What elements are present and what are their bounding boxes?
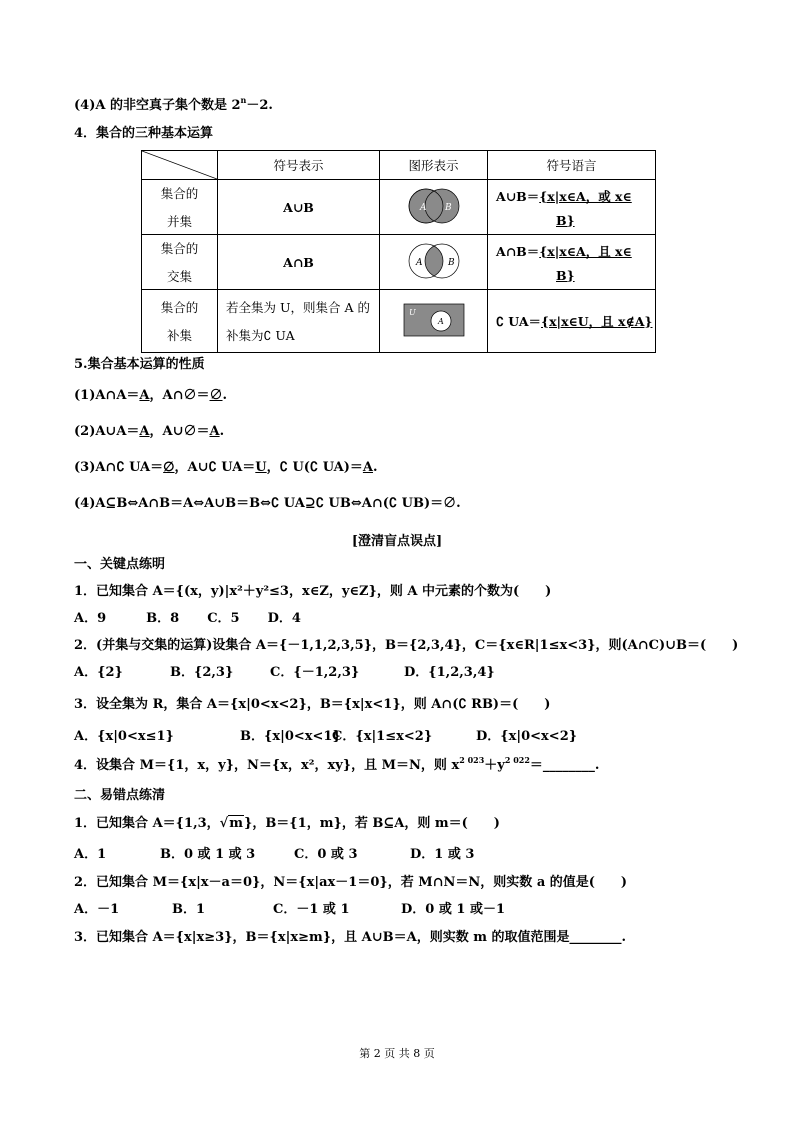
error-question-2: 2．已知集合 M＝{x|x－a＝0}，N＝{x|ax－1＝0}，若 M∩N＝N，则实数 a 的值是( ): [74, 875, 628, 890]
row-name: 集合的 补集: [142, 290, 218, 353]
part-2-title: 二、易错点练清: [74, 788, 166, 803]
question-1: 1．已知集合 A＝{(x，y)|x²＋y²≤3，x∈Z，y∈Z}，则 A 中元素的个数为( ): [74, 584, 552, 599]
intro-line: (4)A 的非空真子集个数是 $2^n-2$.: [74, 95, 273, 113]
venn-label-b: B: [444, 202, 452, 213]
venn-label-a: A: [419, 202, 426, 213]
question-3-options: A．{x|0<x≤1} B．{x|0<x<1}C．{x|1≤x<2} D．{x|0<x<2}: [74, 729, 578, 744]
table-row-union: [142, 180, 656, 235]
error-question-1: 1．已知集合 A＝{1,3，√m}，B＝{1，m}，若 B⊆A，则 m＝( ): [74, 816, 500, 831]
operations-table: [141, 150, 656, 353]
part-1-title: 一、关键点练明: [74, 557, 166, 572]
error-question-1-options: A．1 B．0 或 1 或 3 C．0 或 3 D．1 或 3: [74, 847, 475, 862]
table-row-intersection: [142, 235, 656, 290]
property-4: (4)A⊆B⇔A∩B＝A⇔A∪B＝B⇔∁ UA⊇∁ UB⇔A∩(∁ UB)＝∅.: [74, 496, 461, 511]
row-name: 集合的 交集: [142, 235, 218, 290]
venn-label-u: U: [408, 307, 416, 317]
section-5-title: 5.集合基本运算的性质: [74, 357, 205, 372]
header-symbol: 符号表示: [218, 151, 380, 180]
diagonal-header-cell: [142, 151, 218, 180]
page-footer: 第 2 页 共 8 页: [359, 1047, 435, 1060]
header-language: 符号语言: [488, 151, 656, 180]
row-language: A∩B＝{x|x∈A，且 x∈ B}: [488, 235, 656, 290]
union-venn-diagram: [380, 180, 488, 235]
venn-label-a: A: [437, 316, 444, 326]
row-name: 集合的 并集: [142, 180, 218, 235]
row-language: ∁ UA＝{x|x∈U，且 x∉A}: [488, 290, 656, 353]
row-symbol: A∪B: [218, 180, 380, 235]
error-question-2-options: A．－1 B．1 C．－1 或 1 D．0 或 1 或－1: [74, 902, 505, 917]
row-language: A∪B＝{x|x∈A，或 x∈ B}: [488, 180, 656, 235]
venn-label-b: B: [447, 257, 455, 268]
question-4: 4．设集合 M＝{1，x，y}，N＝{x，x²，xy}，且 M＝N，则 $x^{2 023}+y^{2 022}=\_\_\_\_\_\_\_\_$.: [74, 755, 600, 773]
table-row-complement: [142, 290, 656, 353]
complement-venn-diagram: [380, 290, 488, 353]
question-2: 2．(并集与交集的运算)设集合 A＝{－1,1,2,3,5}，B＝{2,3,4}，C＝{x∈R|1≤x<3}，则(A∩C)∪B＝( ): [74, 638, 739, 653]
section-subtitle: [澄清盲点误点]: [351, 534, 443, 549]
row-symbol: A∩B: [218, 235, 380, 290]
question-3: 3．设全集为 R，集合 A＝{x|0<x<2}，B＝{x|x<1}，则 A∩(∁ RB)＝( ): [74, 697, 551, 712]
property-3: (3)A∩∁ UA＝∅，A∪∁ UA＝U，∁ U(∁ UA)＝A.: [74, 460, 378, 475]
intersection-venn-diagram: [380, 235, 488, 290]
venn-label-a: A: [415, 257, 422, 268]
section-4-title: 4．集合的三种基本运算: [74, 126, 214, 141]
row-symbol: 若全集为 U，则集合 A 的 补集为∁ UA: [218, 290, 380, 353]
error-question-3: 3．已知集合 A＝{x|x≥3}，B＝{x|x≥m}，且 A∪B＝A，则实数 m 的取值范围是________.: [74, 930, 627, 945]
question-1-options: A．9 B．8 C．5 D．4: [74, 611, 301, 626]
property-2: (2)A∪A＝A，A∪∅＝A.: [74, 424, 225, 439]
header-diagram: 图形表示: [380, 151, 488, 180]
property-1: (1)A∩A＝A，A∩∅＝∅.: [74, 388, 228, 403]
question-2-options: A．{2} B．{2,3} C．{－1,2,3} D．{1,2,3,4}: [74, 665, 495, 680]
